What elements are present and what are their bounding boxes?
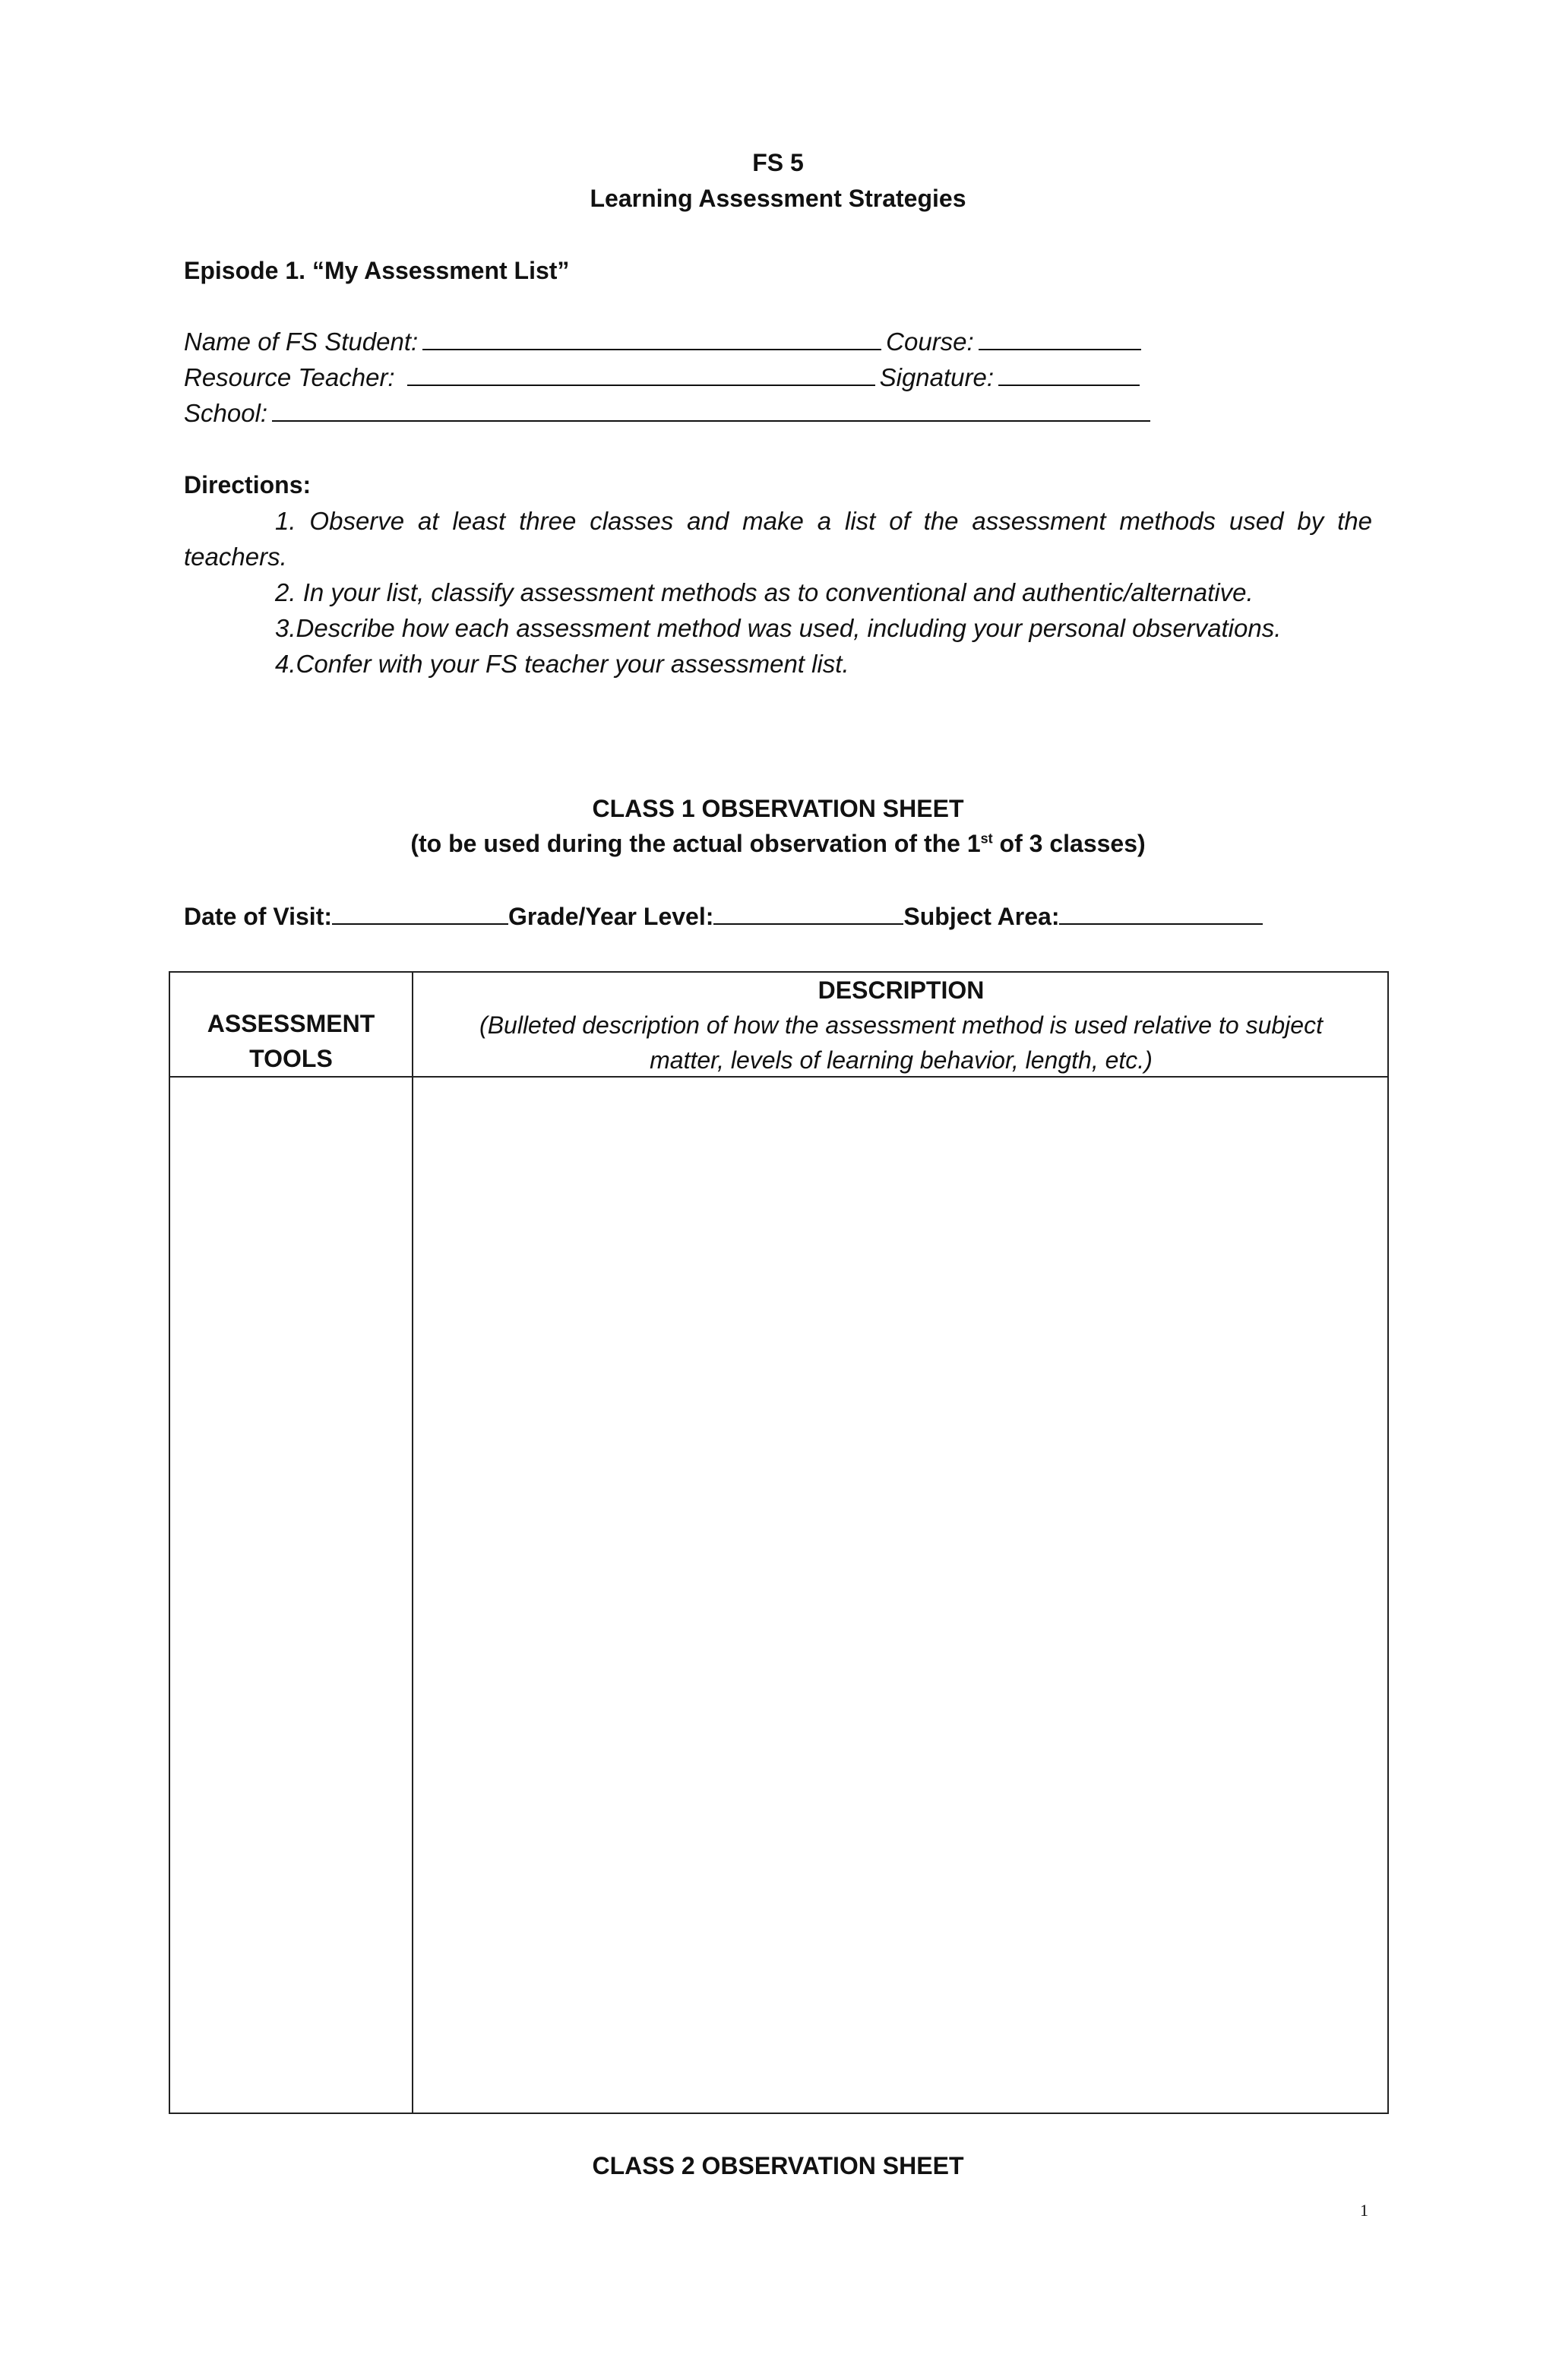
school-label: School:	[184, 399, 268, 427]
description-cell[interactable]	[413, 1078, 1387, 2113]
episode-title: Episode 1. “My Assessment List”	[184, 257, 570, 284]
date-label: Date of Visit:	[184, 903, 332, 930]
directions-heading: Directions:	[184, 471, 312, 498]
grade-label: Grade/Year Level:	[508, 903, 714, 930]
course-label: Course:	[886, 328, 974, 356]
signature-label: Signature:	[879, 363, 995, 391]
school-row	[184, 397, 1155, 430]
class2-title: CLASS 2 OBSERVATION SHEET	[592, 2152, 964, 2179]
assessment-tools-cell[interactable]	[170, 1078, 412, 2113]
course-title: Learning Assessment Strategies	[590, 185, 966, 212]
course-code: FS 5	[752, 149, 804, 176]
signature-field[interactable]	[998, 362, 1140, 386]
direction-item-3: 3.Describe how each assessment method was used, including your personal observations.	[275, 614, 1282, 642]
observation-table	[169, 971, 1389, 2114]
class1-subtitle-suffix: of 3 classes)	[992, 830, 1146, 857]
directions-list	[184, 503, 1372, 682]
description-header	[413, 973, 1389, 1078]
course-field[interactable]	[979, 326, 1141, 350]
description-header-subtitle: (Bulleted description of how the assessment method is used relative to subject matter, levels of learning behavior, length, etc.)	[479, 1011, 1323, 1074]
class1-subtitle-sup: st	[980, 831, 993, 847]
teacher-row	[184, 361, 1144, 394]
class1-title: CLASS 1 OBSERVATION SHEET	[592, 795, 964, 822]
direction-item-1: 1. Observe at least three classes and make a list of the assessment methods used by the teachers.	[184, 507, 1372, 571]
teacher-name-field[interactable]	[407, 362, 875, 386]
visit-info-row	[184, 900, 1263, 933]
assessment-tools-header: ASSESSMENT TOOLS	[207, 1010, 375, 1072]
subject-label: Subject Area:	[903, 903, 1060, 930]
student-row	[184, 325, 1146, 359]
student-label: Name of FS Student:	[184, 328, 419, 356]
class1-subtitle-prefix: (to be used during the actual observation of the 1	[410, 830, 981, 857]
class1-subtitle	[0, 828, 1556, 859]
subject-field[interactable]	[1059, 900, 1263, 925]
school-field[interactable]	[272, 397, 1150, 422]
date-field[interactable]	[332, 900, 508, 925]
student-name-field[interactable]	[422, 326, 881, 350]
direction-item-4: 4.Confer with your FS teacher your assessment list.	[275, 650, 849, 678]
teacher-label: Resource Teacher:	[184, 363, 395, 391]
page-number: 1	[1360, 2201, 1368, 2220]
direction-item-2: 2. In your list, classify assessment methods as to conventional and authentic/alternative.	[275, 578, 1254, 606]
grade-field[interactable]	[713, 900, 903, 925]
description-header-title: DESCRIPTION	[818, 976, 985, 1004]
